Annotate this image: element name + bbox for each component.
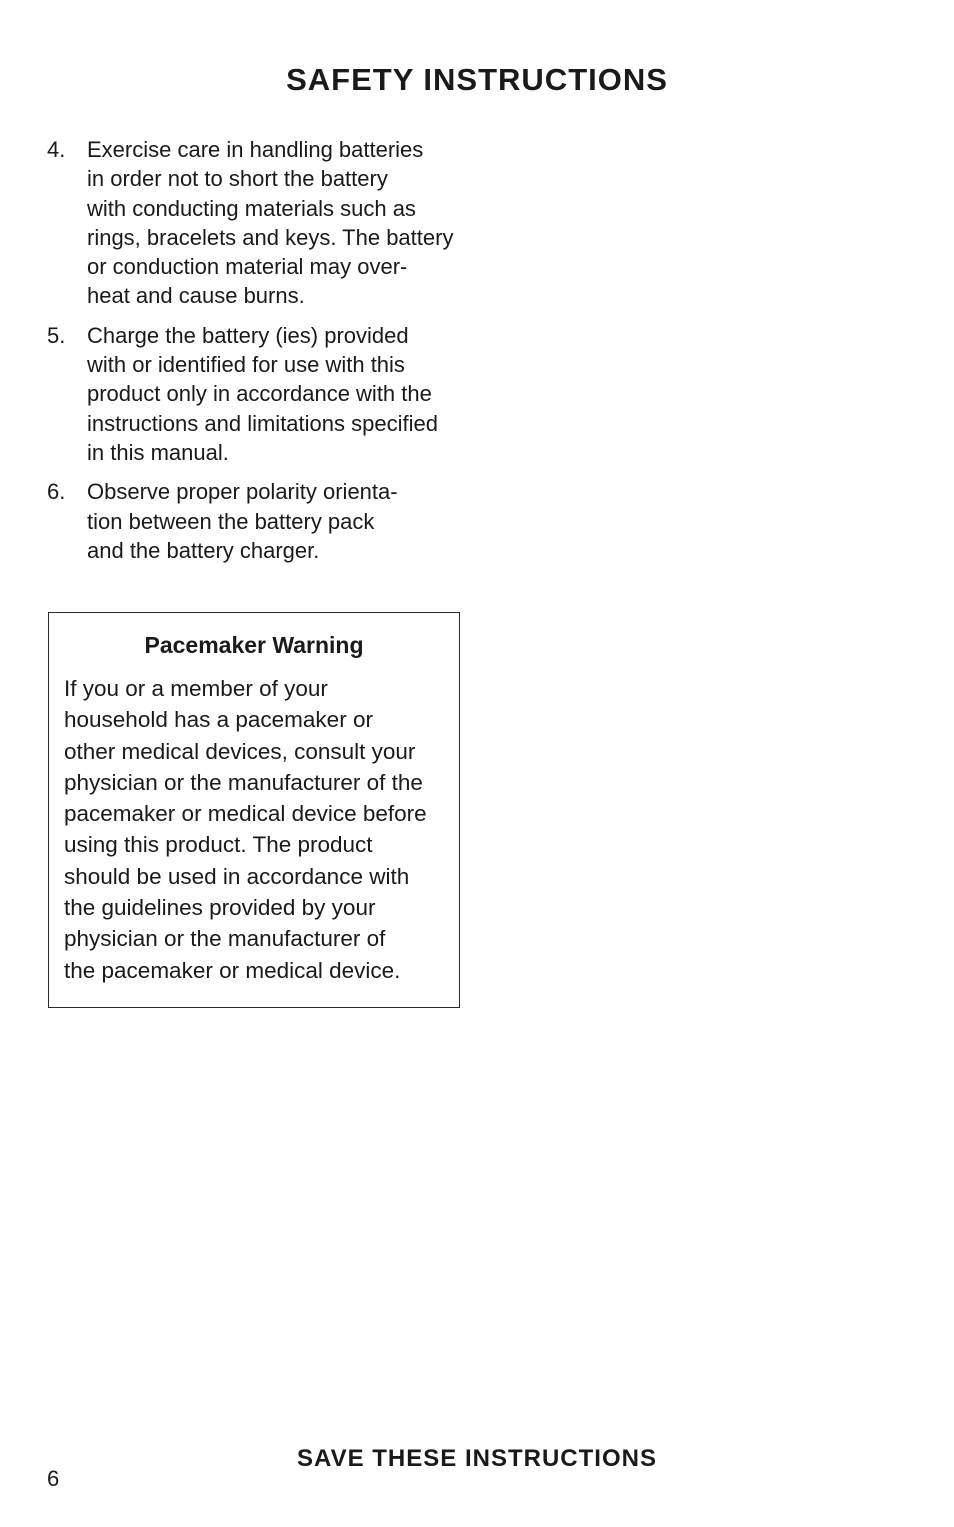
list-item xyxy=(47,321,477,467)
list-item-text: Observe proper polarity orienta- tion between the battery pack and the battery charger. xyxy=(87,479,398,563)
list-item-number: 6. xyxy=(47,479,66,505)
list-item xyxy=(47,135,477,311)
footer-title: SAVE THESE INSTRUCTIONS xyxy=(297,1445,657,1472)
list-item-number: 4. xyxy=(47,137,66,162)
list-item-text: Exercise care in handling batteries in order not to short the battery with conducting materials such as rings, bracelets and keys. The battery or conduction material may over- heat and cause burns. xyxy=(87,137,454,309)
instruction-list xyxy=(47,135,477,575)
warning-title: Pacemaker Warning xyxy=(144,632,364,658)
list-item-number: 5. xyxy=(47,322,66,348)
warning-body: If you or a member of your household has a pacemaker or other medical devices, consult your physician or the manufacturer of the pacemaker or medical device before using this product. The product should be used in accordance with the guidelines provided by your physician or the manufacturer of the pacemaker or medical device. xyxy=(64,676,427,983)
list-item-text: Charge the battery (ies) provided with or identified for use with this product only in accordance with the instructions and limitations specified in this manual. xyxy=(87,322,438,465)
page-title: SAFETY INSTRUCTIONS xyxy=(286,62,668,97)
pacemaker-warning-box xyxy=(48,612,460,1008)
list-item xyxy=(47,477,477,565)
page-number: 6 xyxy=(47,1466,60,1491)
